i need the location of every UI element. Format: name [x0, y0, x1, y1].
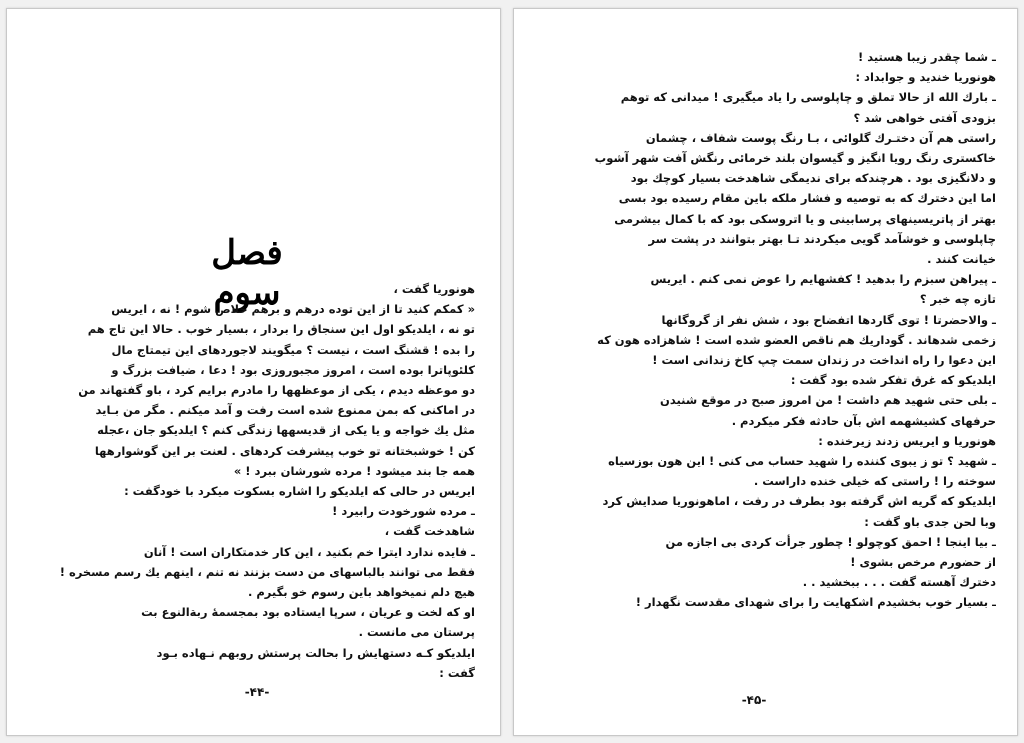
text-line: ـ والاحضرتا ! توی گاردها اتفضاح بود ، شش نفر از گروگانها — [661, 312, 996, 327]
right-page-text — [586, 47, 996, 613]
text-line: خیانت کنند . — [927, 252, 996, 267]
text-line: از حضورم مرخص بشوی ! — [850, 555, 996, 570]
text-line: ـ بلی حتی شهید هم داشت ! من امروز صبح در موقع شنیدن — [660, 393, 996, 408]
text-line: او که لخت و عریان ، سرپا ایستاده بود بمجسمهٔ ربةالنوع بت — [141, 605, 475, 620]
right-page — [513, 8, 1018, 736]
text-line: این دعوا را راه انداخت در زندان سمت چپ کاخ زندانی است ! — [652, 353, 996, 368]
text-line: کلئوپاترا بوده است ، امروز مجبوروزی بود ! دعا ، ضیافت بزرگ و — [111, 362, 475, 377]
text-line: هیچ دلم نمیخواهد باین رسوم خو بگیرم . — [247, 585, 475, 600]
text-line: مثل یك خواجه و یا یکی از قدیسهها زندگی کنم ؟ ایلدیکو جان ،عجله — [97, 423, 475, 438]
text-line: ایلدیکو که گریه اش گرفته بود بطرف در رفت ، اماهونوریا صدایش کرد — [602, 494, 996, 509]
text-line: بزودی آفتی خواهی شد ؟ — [853, 110, 996, 125]
text-line: ـ بارك الله از حالا تملق و چاپلوسی را یاد میگیری ! میدانی که توهم — [620, 90, 996, 105]
right-page-number: -۴۵- — [741, 693, 767, 707]
text-line: دخترك آهسته گفت . . . ببخشید . . — [802, 575, 996, 590]
text-line: ـ شما چقدر زیبا هستید ! — [857, 50, 996, 64]
text-line: همه جا بند میشود ! مرده شورشان ببرد ! » — [233, 463, 475, 478]
text-line: کن ! خوشبختانه تو خوب پیشرفت کردهای . لعنت بر این گوشوارهها — [94, 443, 475, 458]
left-page-text — [35, 279, 475, 683]
text-line: ـ فایده ندارد ایترا خم بکنید ، این کار خدمتکاران است ! آنان — [143, 544, 475, 559]
text-line: شاهدخت گفت ، — [384, 524, 475, 539]
text-line: پرستان می مانست . — [358, 625, 475, 640]
text-line: وبا لحن جدی باو گفت : — [864, 514, 996, 529]
left-page-number: -۴۴- — [244, 685, 270, 699]
text-line: تازه چه خبر ؟ — [919, 292, 996, 307]
text-line: ایلدیکو که غرق تفکر شده بود گفت : — [790, 373, 996, 388]
text-line: ـ پیراهن سبزم را بدهید ! کفشهایم را عوض نمی کنم . ایریس — [650, 272, 996, 287]
chapter-title: فصل سوم — [211, 233, 283, 313]
text-line: حرفهای کشیشهمه اش بآن حادثه فکر میکردم . — [731, 413, 996, 428]
left-page — [6, 8, 501, 736]
text-line: خاکستری رنگ رویا انگیز و گیسوان بلند خرمائی رنگش آفت شهر آشوب — [594, 151, 996, 166]
text-line: هونوریا گفت ، — [393, 282, 475, 296]
text-line: ـ مرده شورخودت رابیرد ! — [332, 504, 475, 519]
text-line: ـ بسیار خوب بخشیدم اشکهایت را برای شهدای مقدست نگهدار ! — [635, 595, 996, 610]
text-line: ایریس در حالی که ایلدیکو را اشاره بسکوت میکرد با خودگفت : — [124, 484, 475, 499]
text-line: هونوریا خندید و جوابداد : — [855, 70, 996, 85]
text-line: و دلانگیزی بود . هرچندکه برای ندیمگی شاهدخت بسیار کوچك بود — [630, 171, 996, 186]
text-line: چاپلوسی و خوشآمد گویی میکردند تـا بهتر بتوانند در پشت سر — [648, 231, 996, 246]
text-line: در اماکنی که بمن ممنوع شده است رفت و آمد میکنم . مگر من بـاید — [95, 403, 475, 418]
text-line: ـ شهید ؟ تو ز یبوی کننده را شهید حساب می کنی ! این هون بوزسیاه — [608, 454, 996, 469]
text-line: گفت : — [439, 665, 475, 680]
text-line: اما این دخترك که به توصیه و فشار ملکه باین مقام رسیده بود بسی — [618, 191, 996, 206]
text-line: « کمکم کنید تا از این توده درهم و برهم خلاص شوم ! نه ، ایریس — [111, 302, 475, 317]
text-line: هونوریا و ایریس زدند زیرخنده : — [818, 433, 996, 448]
text-line: راستی هم آن دختـرك گلوائی ، بـا رنگ پوست شفاف ، چشمان — [645, 130, 996, 145]
text-line: را بده ! قشنگ است ، نیست ؟ میگویند لاجوردهای این تیمتاج مال — [111, 342, 475, 357]
text-line: سوخته را ! راستی که خیلی خنده داراست . — [753, 474, 996, 489]
text-line: ایلدیکو کـه دستهایش را بحالت پرستش روبهم نـهاده بـود — [156, 645, 475, 660]
text-line: تو نه ، ایلدیکو اول این سنجاق را بردار ، بسیار خوب . حالا این تاج هم — [87, 322, 475, 337]
text-line: دو موعظه دیدم ، یکی از موعظهها را مادرم برایم کرد ، باو گفتهاند من — [78, 383, 475, 398]
text-line: فقط می توانند بالباسهای من دست بزنند نه تنم ، اینهم یك رسم مسخره ! — [59, 564, 475, 579]
text-line: بهتر از پاتریسینهای پرسابینی و یا اتروسکی بود که با کمال بیشرمی — [614, 211, 996, 226]
text-line: زخمی شدهاند . گوداریك هم ناقص العضو شده است ! شاهزاده هون که — [597, 332, 996, 347]
text-line: ـ بیا اینجا ! احمق کوچولو ! چطور جرأت کردی بی اجازه من — [665, 534, 996, 549]
